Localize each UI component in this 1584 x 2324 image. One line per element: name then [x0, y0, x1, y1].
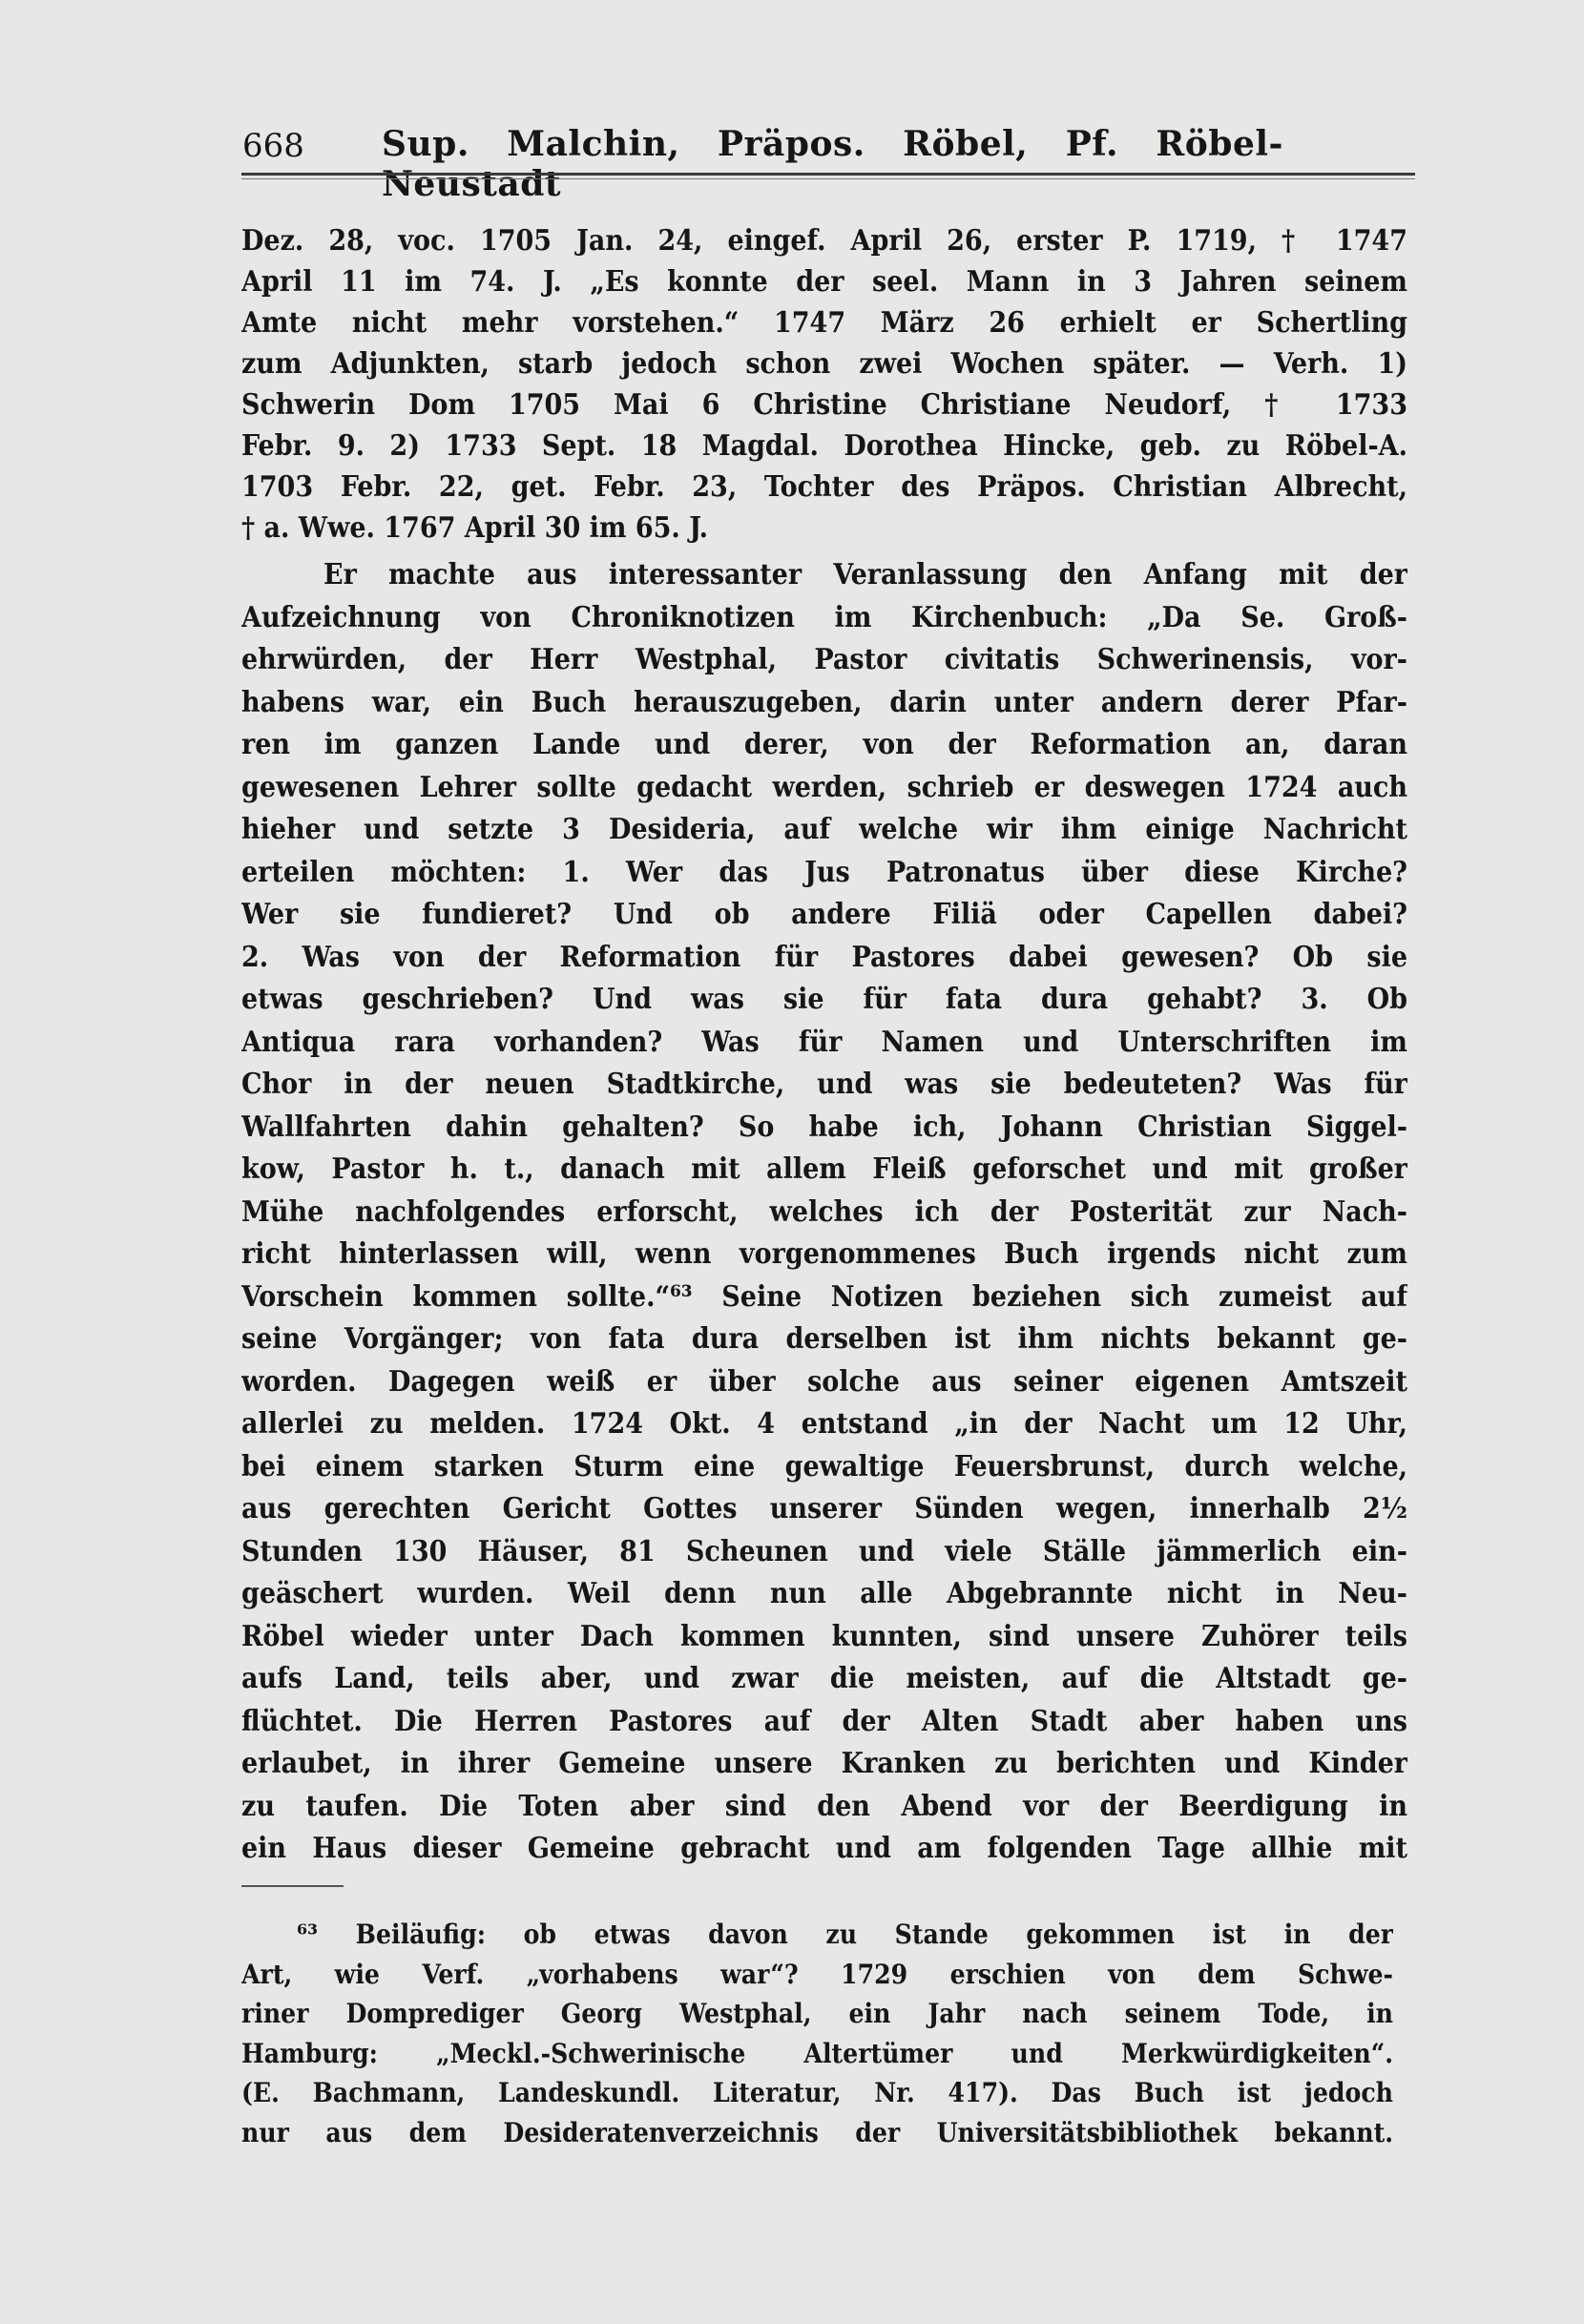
text-line: Antiqua rara vorhanden? Was für Namen und Unterschriften im: [241, 1025, 1407, 1059]
text-line: Chor in der neuen Stadtkirche, und was sie bedeuteten? Was für: [241, 1068, 1407, 1101]
text-line: bei einem starken Sturm eine gewaltige Feuersbrunst, durch welche,: [241, 1449, 1407, 1484]
text-line: ⁶³ Beiläufig: ob etwas davon zu Stande gekommen ist in der: [297, 1919, 1393, 1950]
text-line: richt hinterlassen will, wenn vorgenommenes Buch irgends nicht zum: [241, 1237, 1407, 1271]
text-line: gewesenen Lehrer sollte gedacht werden, schrieb er deswegen 1724 auch: [241, 770, 1407, 804]
text-line: (E. Bachmann, Landeskundl. Literatur, Nr. 417). Das Buch ist jedoch: [241, 2077, 1393, 2109]
text-line: Wallfahrten dahin gehalten? So habe ich, Johann Christian Siggel-: [241, 1110, 1407, 1144]
text-line: ehrwürden, der Herr Westphal, Pastor civitatis Schwerinensis, vor-: [241, 643, 1407, 676]
text-line: April 11 im 74. J. „Es konnte der seel. Mann in 3 Jahren seinem: [241, 265, 1407, 299]
text-line: Vorschein kommen sollte.“⁶³ Seine Notizen beziehen sich zumeist auf: [241, 1279, 1407, 1314]
text-line: worden. Dagegen weiß er über solche aus seiner eigenen Amtszeit: [241, 1364, 1407, 1399]
text-line: nur aus dem Desideratenverzeichnis der Universitätsbibliothek bekannt.: [241, 2116, 1393, 2148]
text-line: zu taufen. Die Toten aber sind den Abend vor der Beerdigung in: [241, 1789, 1407, 1823]
text-line: Stunden 130 Häuser, 81 Scheunen und viele Ställe jämmerlich ein-: [241, 1534, 1407, 1568]
text-line: allerlei zu melden. 1724 Okt. 4 entstand „in der Nacht um 12 Uhr,: [241, 1407, 1407, 1441]
text-line: riner Domprediger Georg Westphal, ein Jahr nach seinem Tode, in: [241, 1998, 1393, 2030]
paragraph-1: [241, 220, 1407, 549]
text-line: Amte nicht mehr vorstehen.“ 1747 März 26 erhielt er Schertling: [241, 306, 1407, 340]
text-line: zum Adjunkten, starb jedoch schon zwei Wochen später. — Verh. 1): [241, 347, 1407, 381]
text-line: Hamburg: „Meckl.-Schwerinische Altertümer und Merkwürdigkeiten“.: [241, 2037, 1393, 2069]
text-line: seine Vorgänger; von fata dura derselben ist ihm nichts bekannt ge-: [241, 1322, 1407, 1356]
text-line: geäschert wurden. Weil denn nun alle Abgebrannte nicht in Neu-: [241, 1577, 1407, 1610]
text-line: Mühe nachfolgendes erforscht, welches ich der Posterität zur Nach-: [241, 1194, 1407, 1229]
text-line: Röbel wieder unter Dach kommen kunnten, sind unsere Zuhörer teils: [241, 1619, 1407, 1653]
running-title: Sup. Malchin, Präpos. Röbel, Pf. Röbel-Neustadt: [382, 124, 1283, 204]
text-line: flüchtet. Die Herren Pastores auf der Alten Stadt aber haben uns: [241, 1704, 1407, 1738]
text-line: kow, Pastor h. t., danach mit allem Fleiß geforschet und mit großer: [241, 1152, 1407, 1186]
header-rule: [241, 173, 1415, 176]
text-line: ren im ganzen Lande und derer, von der Reformation an, daran: [241, 728, 1407, 761]
text-line: habens war, ein Buch herauszugeben, darin unter andern derer Pfar-: [241, 685, 1407, 719]
text-line: erteilen möchten: 1. Wer das Jus Patronatus über diese Kirche?: [241, 855, 1407, 889]
text-line: erlaubet, in ihrer Gemeine unsere Kranken zu berichten und Kinder: [241, 1747, 1407, 1780]
text-line: 1703 Febr. 22, get. Febr. 23, Tochter des Präpos. Christian Albrecht,: [241, 470, 1407, 504]
text-line: Er machte aus interessanter Veranlassung den Anfang mit der: [323, 558, 1407, 591]
paragraph-2: [241, 554, 1407, 1871]
footnote-63: [241, 1915, 1393, 2153]
text-line: Febr. 9. 2) 1733 Sept. 18 Magdal. Dorothea Hincke, geb. zu Röbel-A.: [241, 429, 1407, 463]
text-line: hieher und setzte 3 Desideria, auf welche wir ihm einige Nachricht: [241, 813, 1407, 846]
text-line: Wer sie fundieret? Und ob andere Filiä oder Capellen dabei?: [241, 898, 1407, 931]
text-line: Aufzeichnung von Chroniknotizen im Kirchenbuch: „Da Se. Groß-: [241, 600, 1407, 634]
text-line: aus gerechten Gericht Gottes unserer Sünden wegen, innerhalb 2½: [241, 1492, 1407, 1525]
page-number: 668: [242, 127, 304, 165]
text-line: ein Haus dieser Gemeine gebracht und am folgenden Tage allhie mit: [241, 1832, 1407, 1865]
header-rule-thin: [241, 178, 1415, 179]
text-line: Schwerin Dom 1705 Mai 6 Christine Christiane Neudorf, † 1733: [241, 388, 1407, 422]
footnote-rule: [241, 1885, 344, 1887]
text-line: Dez. 28, voc. 1705 Jan. 24, eingef. April 26, erster P. 1719, † 1747: [241, 224, 1407, 258]
text-line: † a. Wwe. 1767 April 30 im 65. J.: [241, 511, 709, 545]
text-line: etwas geschrieben? Und was sie für fata dura gehabt? 3. Ob: [241, 983, 1407, 1016]
text-line: 2. Was von der Reformation für Pastores dabei gewesen? Ob sie: [241, 940, 1407, 974]
text-line: Art, wie Verf. „vorhabens war“? 1729 erschien von dem Schwe-: [241, 1958, 1393, 1990]
text-line: aufs Land, teils aber, und zwar die meisten, auf die Altstadt ge-: [241, 1662, 1407, 1695]
